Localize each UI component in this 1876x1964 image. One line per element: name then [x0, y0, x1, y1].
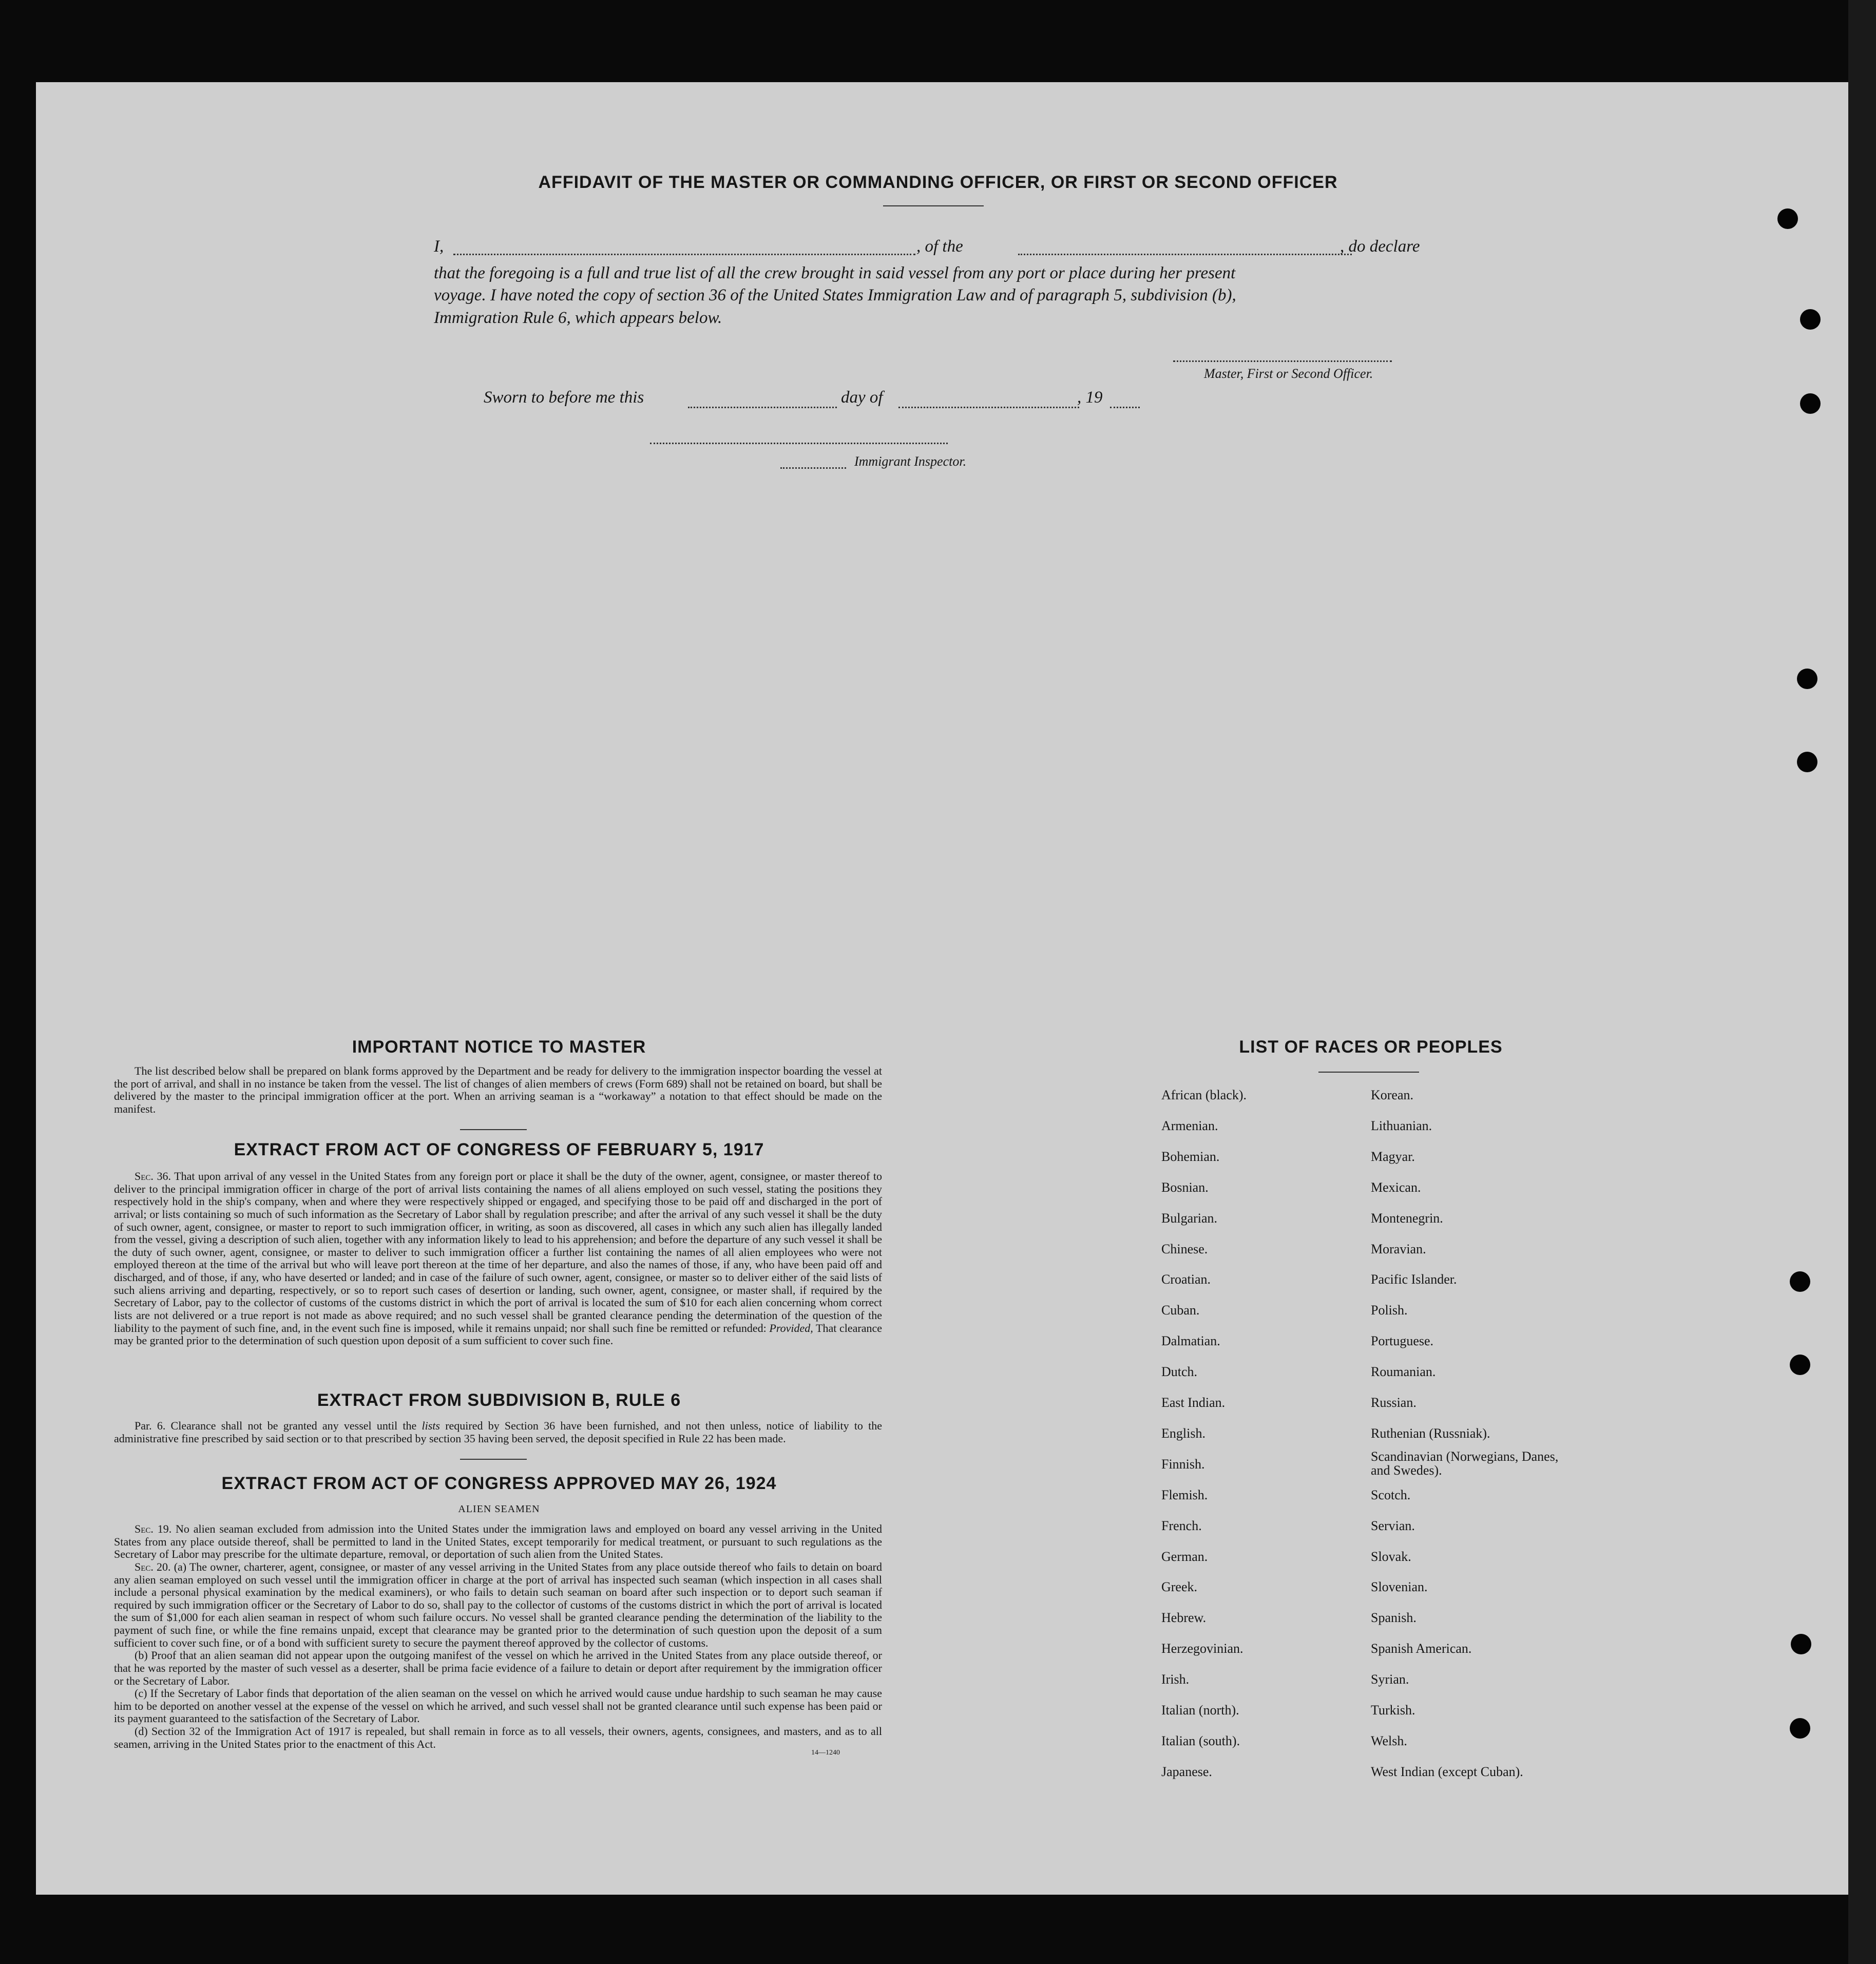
alien-seamen-subtitle: ALIEN SEAMEN	[458, 1503, 540, 1515]
race-entry: Polish.	[1371, 1303, 1408, 1318]
race-entry: Syrian.	[1371, 1672, 1409, 1687]
race-entry: English.	[1161, 1425, 1205, 1441]
inspector-caption: Immigrant Inspector.	[854, 454, 967, 469]
race-entry: Dalmatian.	[1161, 1333, 1220, 1349]
do-declare-text: , do declare	[1340, 237, 1420, 256]
notice-title: IMPORTANT NOTICE TO MASTER	[352, 1037, 646, 1057]
section-19-paragraph	[114, 1523, 882, 1561]
affidavit-line-3: voyage. I have noted the copy of section 36 of the United States Immigration Law and of paragraph 5, subdivision (b),	[434, 286, 1236, 304]
race-entry: Bosnian.	[1161, 1179, 1209, 1195]
declarant-name-field[interactable]	[453, 254, 915, 255]
section-19-label: Sec. 19.	[135, 1522, 172, 1535]
affidavit-line-2: that the foregoing is a full and true list of all the crew brought in said vessel from any port or place during her present	[434, 264, 1236, 282]
race-entry: Irish.	[1161, 1672, 1190, 1687]
race-entry: Flemish.	[1161, 1487, 1208, 1502]
punch-hole	[1800, 393, 1821, 414]
section-20d-paragraph: (d) Section 32 of the Immigration Act of 1917 is repealed, but shall remain in force as to all vessels, their owners, agents, consignees, and masters, and as to all seamen, arriving in the United States prior to the enactment of this Act.	[114, 1725, 882, 1750]
vessel-name-field[interactable]	[1018, 254, 1352, 255]
section-36-text-end: That clearance may be granted prior to the determination of such question upon deposit of a sum sufficient to cover such fine.	[114, 1321, 883, 1347]
punch-hole	[1797, 669, 1817, 689]
inspector-signature-line[interactable]	[650, 443, 948, 444]
race-entry: Dutch.	[1161, 1364, 1198, 1380]
extract-rule6-title: EXTRACT FROM SUBDIVISION B, RULE 6	[317, 1390, 681, 1410]
section-36-text: That upon arrival of any vessel in the United States from any foreign port or place it shall be the duty of the owner, agent, consignee, or master thereof to deliver to the principal immigration officer in charge of the port of arrival lists containing the names of all aliens employed on such vessel, stating the positions they respectively hold in the ship's company, when and where they were respectively shipped or engaged, and specifying those to be paid off and discharged in the port of arrival; or lists containing so much of such information as the Secretary of Labor shall by regulation prescribe; and after the arrival of any such vessel it shall be the duty of such owner, agent, consignee, or master to report to such immigration officer, in writing, as soon as discovered, all cases in which any such alien has illegally landed from the vessel, giving a description of such alien, together with any information likely to lead to his apprehension; and before the departure of any such vessel it shall be the duty of such owner, agent, consignee, or master to deliver to such immigration officer a further list containing the names of all alien employees who were not employed thereon at the time of the arrival but who will leave port thereon at the time of her departure, and also the names of those, if any, who have been paid off and discharged, and of those, if any, who have deserted or landed; and in case of the failure of such owner, agent, consignee, or master so to deliver either of the said lists of such aliens arriving and departing, respectively, or so to report such cases of desertion or landing, such owner, agent, consignee, or master shall, if required by the Secretary of Labor, pay to the collector of customs of the customs district in which the port of arrival is located the sum of $10 for each alien concerning whom correct lists are not delivered or a true report is not made as above required; and no such vessel shall be granted clearance pending the determination of the question of the liability to the payment of such fine, and, in the event such fine is imposed, while it remains unpaid; nor shall such fine be remitted or refunded:	[114, 1170, 882, 1334]
section-36-label: Sec. 36.	[135, 1170, 171, 1183]
race-entry: Finnish.	[1161, 1456, 1205, 1472]
notice-paragraph: The list described below shall be prepared on blank forms approved by the Department and be ready for delivery to the immigration inspector boarding the vessel at the port of arrival, and shall in no instance be taken from the vessel. The list of changes of alien members of crews (Form 689) shall not be retained on board, but shall be delivered by the master to the principal immigration officer at the port. When an arriving seaman is a “workaway” a notation to that effect should be made on the manifest.	[114, 1064, 882, 1115]
race-entry: Greek.	[1161, 1579, 1198, 1595]
race-entry: Scotch.	[1371, 1487, 1411, 1502]
punch-hole	[1790, 1718, 1810, 1739]
master-signature-caption: Master, First or Second Officer.	[1204, 366, 1373, 381]
notice-body	[114, 1065, 882, 1116]
race-entry: Italian (north).	[1161, 1703, 1239, 1718]
of-the-text: , of the	[916, 237, 963, 256]
sworn-day-text: day of	[841, 388, 883, 407]
par-6-text-end: required by Section 36 have been furnished, and not then unless, notice of liability to the administrative fine prescribed by said section or to that prescribed by section 35 having been served, the deposit specified in Rule 22 has been made.	[114, 1419, 883, 1445]
race-entry: Slovak.	[1371, 1549, 1411, 1564]
race-entry: Slovenian.	[1371, 1579, 1428, 1595]
affidavit-declaration-line	[434, 235, 1435, 259]
provided-word: Provided,	[769, 1321, 813, 1334]
punch-hole	[1790, 1355, 1810, 1375]
race-entry: Servian.	[1371, 1518, 1415, 1533]
race-entry: Russian.	[1371, 1395, 1416, 1410]
sworn-year-field[interactable]	[1110, 407, 1140, 408]
race-entry: Pacific Islander.	[1371, 1272, 1457, 1287]
inspector-signature-line-short[interactable]	[780, 467, 846, 469]
section-20a-paragraph	[114, 1561, 882, 1649]
title-underline	[883, 205, 984, 206]
sworn-year-text: , 19	[1077, 388, 1103, 407]
sworn-month-field[interactable]	[898, 407, 1079, 408]
affidavit-title: AFFIDAVIT OF THE MASTER OR COMMANDING OFFICER, OR FIRST OR SECOND OFFICER	[538, 173, 1338, 192]
affidavit-line-4: Immigration Rule 6, which appears below.	[434, 309, 722, 327]
punch-hole	[1791, 1634, 1811, 1654]
race-entry: Spanish American.	[1371, 1641, 1472, 1656]
paragraph-6	[114, 1420, 882, 1445]
race-entry: Hebrew.	[1161, 1610, 1207, 1626]
races-title-underline	[1318, 1072, 1419, 1073]
race-entry: Turkish.	[1371, 1703, 1415, 1718]
punch-hole	[1800, 309, 1821, 330]
sworn-line	[484, 388, 1151, 412]
section-divider	[460, 1459, 527, 1460]
races-title: LIST OF RACES OR PEOPLES	[1239, 1037, 1503, 1057]
race-entry: Herzegovinian.	[1161, 1641, 1243, 1656]
punch-hole	[1797, 752, 1817, 772]
lists-word: lists	[422, 1419, 440, 1432]
race-entry: Italian (south).	[1161, 1733, 1240, 1748]
right-film-edge	[1848, 0, 1876, 1964]
race-entry: German.	[1161, 1549, 1208, 1564]
extract-1924-title: EXTRACT FROM ACT OF CONGRESS APPROVED MAY 26, 1924	[221, 1474, 777, 1493]
extract-1917-title: EXTRACT FROM ACT OF CONGRESS OF FEBRUARY 5, 1917	[234, 1140, 764, 1159]
race-entry: Lithuanian.	[1371, 1118, 1432, 1133]
section-19-text: No alien seaman excluded from admission into the United States under the immigration laws and employed on board any vessel arriving in the United States from any place outside thereof, shall be permitted to land in the United States, except temporarily for medical treatment, or pursuant to such regulations as the Secretary of Labor may prescribe for the ultimate departure, removal, or deportation of such alien from the United States.	[114, 1522, 883, 1561]
punch-hole	[1790, 1271, 1810, 1292]
section-20a-text: (a) The owner, charterer, agent, consignee, or master of any vessel arriving in the United States from any place outside thereof who fails to detain on board any alien seaman employed on such vessel until the immigration officer in charge at the port of arrival has inspected such seaman (which inspection in all cases shall include a personal physical examination by the medical examiners), or who fails to detain such seaman on board after such inspection or to deport such seaman if required by such immigration officer or the Secretary of Labor to do so, shall pay to the collector of customs of the customs district in which the port of arrival is located the sum of $1,000 for each alien seaman in respect of whom such failure occurs. No vessel shall be granted clearance pending the determination of the liability to the payment of such fine, or while the fine remains unpaid, except that clearance may be granted prior to the determination of such question upon the deposit of a sum sufficient to cover such fine, or of a bond with sufficient surety to secure the payment thereof approved by the collector of customs.	[114, 1560, 882, 1649]
par-6-label: Par. 6.	[135, 1419, 166, 1432]
section-20c-paragraph: (c) If the Secretary of Labor finds that deportation of the alien seaman on the vessel on which he arrived would cause undue hardship to such seaman he may cause him to be deported on another vessel at the expense of the vessel on which he arrived, and such vessel shall not be granted clearance until such expense has been paid or its payment guaranteed to the satisfaction of the Secretary of Labor.	[114, 1687, 882, 1725]
section-20-label: Sec. 20.	[135, 1560, 171, 1573]
form-number: 14—1240	[811, 1749, 840, 1757]
race-entry: East Indian.	[1161, 1395, 1226, 1410]
race-entry: Spanish.	[1371, 1610, 1416, 1626]
extract-rule6-body	[114, 1420, 882, 1445]
extract-1924-body	[114, 1523, 882, 1750]
race-entry: French.	[1161, 1518, 1202, 1533]
section-divider	[460, 1129, 527, 1130]
race-entry: Croatian.	[1161, 1272, 1211, 1287]
section-36-paragraph	[114, 1170, 882, 1347]
race-entry: African (black).	[1161, 1088, 1247, 1102]
race-entry: Armenian.	[1161, 1118, 1218, 1133]
race-entry: West Indian (except Cuban).	[1371, 1764, 1523, 1779]
race-entry: Mexican.	[1371, 1179, 1421, 1195]
race-entry: Korean.	[1371, 1088, 1414, 1102]
sworn-day-field[interactable]	[688, 407, 837, 408]
par-6-text: Clearance shall not be granted any vessel until the	[170, 1419, 417, 1432]
race-entry: Bulgarian.	[1161, 1210, 1218, 1226]
race-entry: Montenegrin.	[1371, 1210, 1443, 1226]
sworn-prefix: Sworn to before me this	[484, 388, 644, 407]
race-entry: Scandinavian (Norwegians, Danes, and Swedes).	[1371, 1448, 1559, 1478]
race-entry: Portuguese.	[1371, 1333, 1434, 1349]
race-entry: Ruthenian (Russniak).	[1371, 1425, 1490, 1441]
section-20b-paragraph: (b) Proof that an alien seaman did not appear upon the outgoing manifest of the vessel on which he arrived in the United States from any place outside thereof, or that he was reported by the master of such vessel as a deserter, shall be prima facie evidence of a failure to detain or deport after requirement by the immigration officer or the Secretary of Labor.	[114, 1649, 882, 1687]
declarant-prefix: I,	[434, 237, 444, 256]
extract-1917-body	[114, 1170, 882, 1347]
master-signature-line[interactable]	[1173, 360, 1392, 362]
race-entry: Chinese.	[1161, 1241, 1208, 1256]
race-entry: Magyar.	[1371, 1149, 1415, 1164]
race-entry: Cuban.	[1161, 1303, 1200, 1318]
punch-hole	[1777, 208, 1798, 229]
race-entry: Moravian.	[1371, 1241, 1426, 1256]
race-entry: Welsh.	[1371, 1733, 1407, 1748]
race-entry: Japanese.	[1161, 1764, 1212, 1779]
race-entry: Roumanian.	[1371, 1364, 1436, 1380]
race-entry: Bohemian.	[1161, 1149, 1220, 1164]
